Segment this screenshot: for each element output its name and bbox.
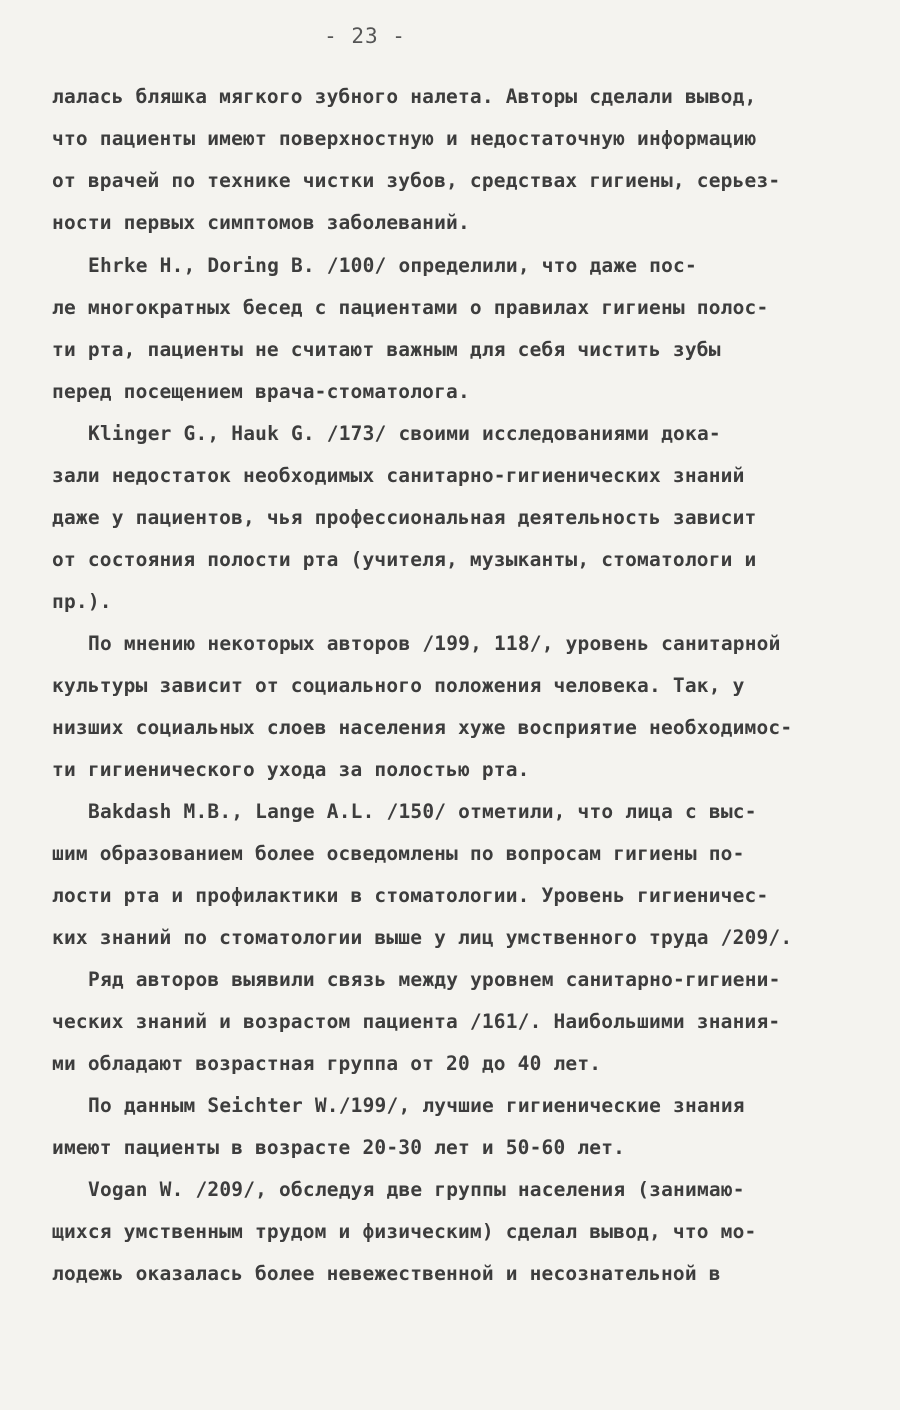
- text-line: зали недостаток необходимых санитарно-гигиенических знаний: [52, 464, 745, 487]
- text-line: Klinger G., Hauk G. /173/ своими исследованиями дока-: [88, 422, 721, 445]
- text-line: По данным Seichter W./199/, лучшие гигиенические знания: [88, 1094, 745, 1117]
- page-number: - 23 -: [324, 24, 406, 48]
- text-line: шим образованием более осведомлены по вопросам гигиены по-: [52, 842, 745, 865]
- text-line: что пациенты имеют поверхностную и недостаточную информацию: [52, 127, 757, 150]
- text-line: низших социальных слоев населения хуже восприятие необходимос-: [52, 716, 793, 739]
- text-line: ти рта, пациенты не считают важным для себя чистить зубы: [52, 338, 721, 361]
- text-line: Ehrke H., Doring B. /100/ определили, что даже пос-: [88, 254, 697, 277]
- text-line: По мнению некоторых авторов /199, 118/, уровень санитарной: [88, 632, 781, 655]
- text-line: от врачей по технике чистки зубов, средствах гигиены, серьез-: [52, 169, 781, 192]
- text-line: культуры зависит от социального положения человека. Так, у: [52, 674, 745, 697]
- text-line: ческих знаний и возрастом пациента /161/. Наибольшими знания-: [52, 1010, 781, 1033]
- text-line: ми обладают возрастная группа от 20 до 40 лет.: [52, 1052, 602, 1075]
- text-line: перед посещением врача-стоматолога.: [52, 380, 470, 403]
- text-line: имеют пациенты в возрасте 20-30 лет и 50-60 лет.: [52, 1136, 626, 1159]
- text-line: Bakdash M.B., Lange A.L. /150/ отметили, что лица с выс-: [88, 800, 757, 823]
- text-line: ти гигиенического ухода за полостью рта.: [52, 758, 530, 781]
- text-line: даже у пациентов, чья профессиональная деятельность зависит: [52, 506, 757, 529]
- text-line: Vogan W. /209/, обследуя две группы населения (занимаю-: [88, 1178, 745, 1201]
- text-line: от состояния полости рта (учителя, музыканты, стоматологи и: [52, 548, 757, 571]
- text-line: ле многократных бесед с пациентами о правилах гигиены полос-: [52, 296, 769, 319]
- text-line: лалась бляшка мягкого зубного налета. Авторы сделали вывод,: [52, 85, 757, 108]
- text-line: ности первых симптомов заболеваний.: [52, 211, 470, 234]
- text-line: Ряд авторов выявили связь между уровнем санитарно-гигиени-: [88, 968, 781, 991]
- text-line: щихся умственным трудом и физическим) сделал вывод, что мо-: [52, 1220, 757, 1243]
- text-line: пр.).: [52, 590, 112, 613]
- text-line: ких знаний по стоматологии выше у лиц умственного труда /209/.: [52, 926, 793, 949]
- text-line: лодежь оказалась более невежественной и несознательной в: [52, 1262, 721, 1285]
- text-line: лости рта и профилактики в стоматологии. Уровень гигиеничес-: [52, 884, 769, 907]
